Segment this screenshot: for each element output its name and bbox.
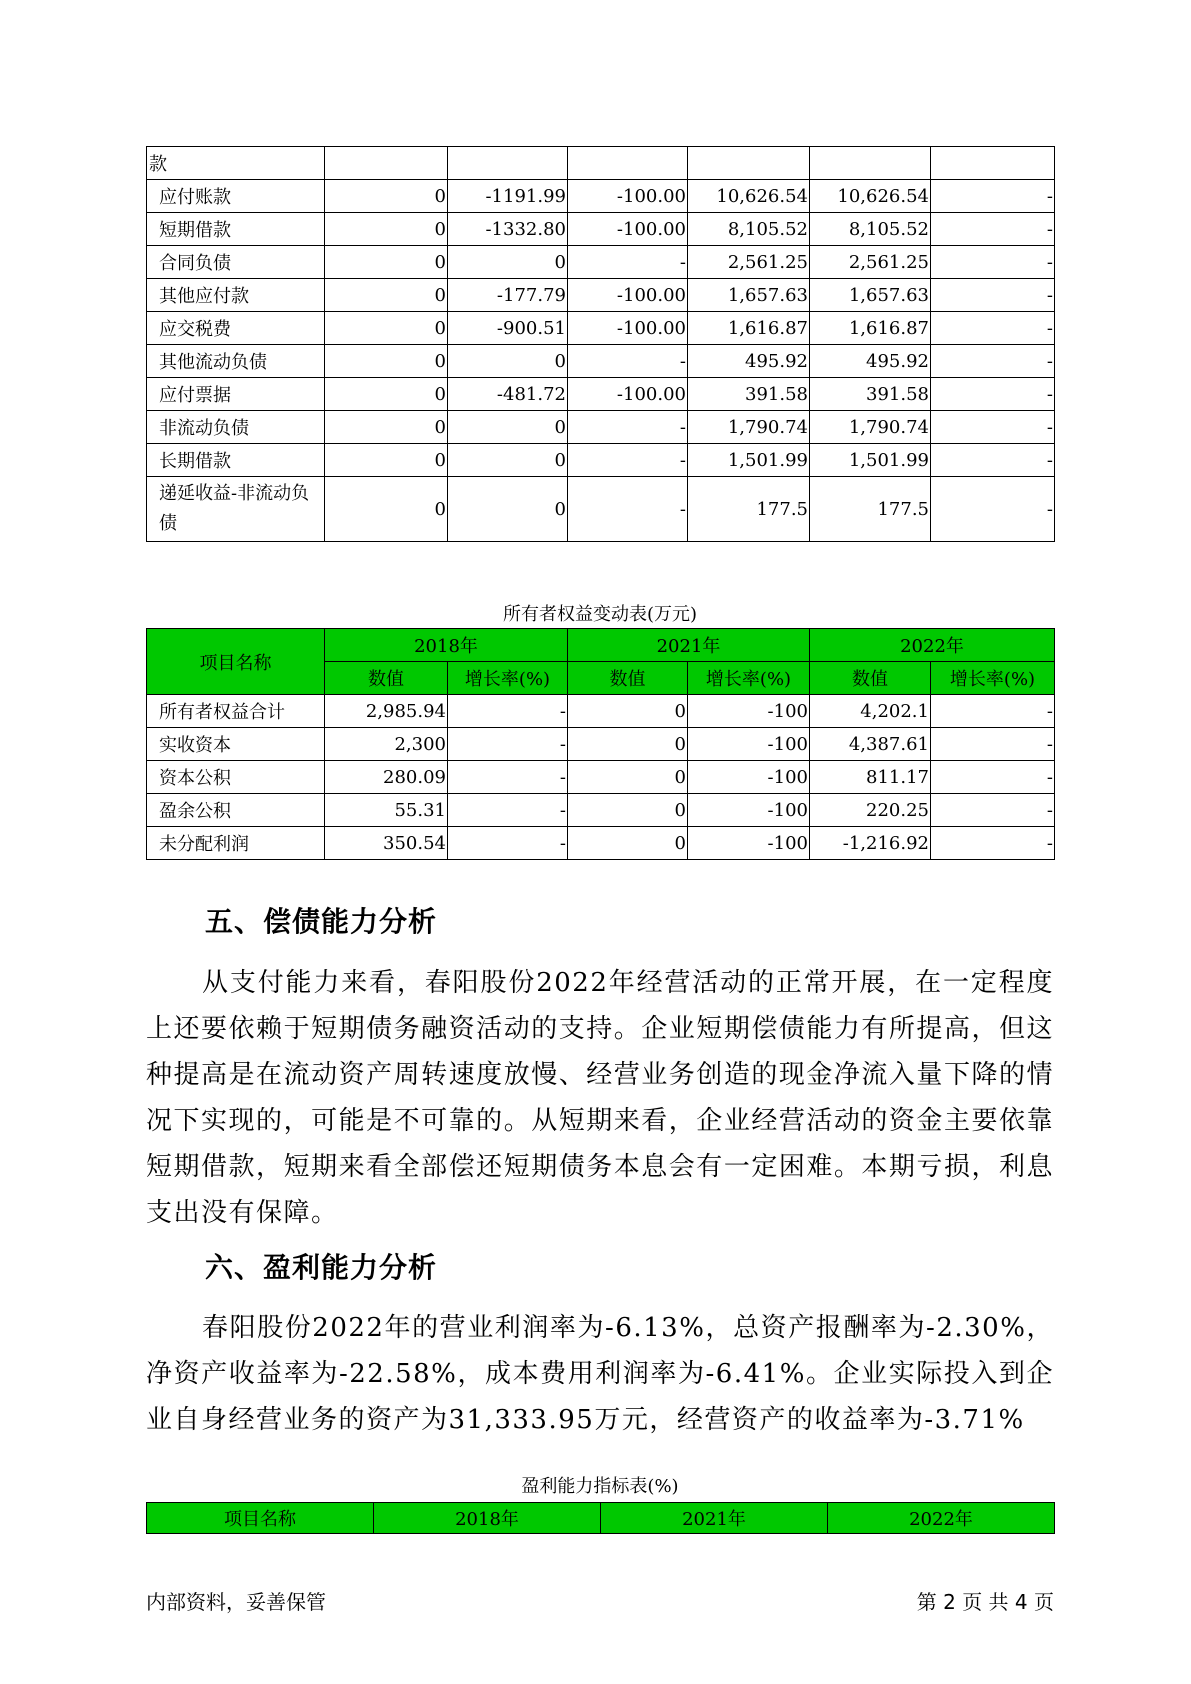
cell-value: 55.31 bbox=[325, 794, 448, 827]
header-value: 数值 bbox=[568, 662, 688, 695]
table-row bbox=[147, 827, 1055, 860]
cell-value: 0 bbox=[325, 213, 448, 246]
cell-value: 391.58 bbox=[688, 378, 810, 411]
cell-value: -177.79 bbox=[448, 279, 568, 312]
cell-value bbox=[810, 147, 931, 180]
cell-value: 10,626.54 bbox=[810, 180, 931, 213]
cell-value: 177.5 bbox=[810, 477, 931, 542]
row-label: 盈余公积 bbox=[147, 794, 325, 827]
cell-value: 0 bbox=[448, 411, 568, 444]
cell-value: 0 bbox=[325, 378, 448, 411]
cell-value: -1191.99 bbox=[448, 180, 568, 213]
section-paragraph-solvency: 从支付能力来看，春阳股份2022年经营活动的正常开展，在一定程度上还要依赖于短期债务融资活动的支持。企业短期偿债能力有所提高，但这种提高是在流动资产周转速度放慢、经营业务创造的现金净流入量下降的情况下实现的，可能是不可靠的。从短期来看，企业经营活动的资金主要依靠短期借款，短期来看全部偿还短期债务本息会有一定困难。本期亏损，利息支出没有保障。 bbox=[146, 968, 1054, 1228]
cell-value: 2,561.25 bbox=[810, 246, 931, 279]
cell-value: - bbox=[568, 411, 688, 444]
row-label: 应交税费 bbox=[147, 312, 325, 345]
cell-value: - bbox=[931, 312, 1055, 345]
row-label: 非流动负债 bbox=[147, 411, 325, 444]
table-row bbox=[147, 312, 1055, 345]
row-label: 应付账款 bbox=[147, 180, 325, 213]
row-label: 其他流动负债 bbox=[147, 345, 325, 378]
header-value: 数值 bbox=[325, 662, 448, 695]
cell-growth: - bbox=[931, 761, 1055, 794]
cell-value: - bbox=[931, 444, 1055, 477]
header-growth: 增长率(%) bbox=[688, 662, 810, 695]
cell-value: 2,300 bbox=[325, 728, 448, 761]
footer-page-number: 第 2 页 共 4 页 bbox=[916, 1590, 1054, 1614]
cell-value: 811.17 bbox=[810, 761, 931, 794]
cell-value: 0 bbox=[568, 827, 688, 860]
cell-value: - bbox=[931, 378, 1055, 411]
cell-value: -100.00 bbox=[568, 378, 688, 411]
cell-growth: - bbox=[448, 827, 568, 860]
cell-growth: - bbox=[448, 794, 568, 827]
cell-growth: -100 bbox=[688, 794, 810, 827]
cell-value: -900.51 bbox=[448, 312, 568, 345]
row-label: 实收资本 bbox=[147, 728, 325, 761]
header-item-name: 项目名称 bbox=[147, 1503, 374, 1534]
header-year: 2021年 bbox=[568, 629, 810, 662]
cell-value: 0 bbox=[568, 728, 688, 761]
row-label: 合同负债 bbox=[147, 246, 325, 279]
cell-value: 0 bbox=[568, 794, 688, 827]
cell-value: - bbox=[931, 411, 1055, 444]
header-growth: 增长率(%) bbox=[931, 662, 1055, 695]
liabilities-table bbox=[146, 146, 1055, 542]
table-row bbox=[147, 246, 1055, 279]
table-row bbox=[147, 213, 1055, 246]
cell-value: 0 bbox=[568, 761, 688, 794]
cell-value: - bbox=[931, 345, 1055, 378]
cell-value bbox=[568, 147, 688, 180]
cell-growth: - bbox=[931, 794, 1055, 827]
cell-value: 0 bbox=[325, 180, 448, 213]
equity-table-caption: 所有者权益变动表(万元) bbox=[502, 604, 698, 625]
cell-value: 2,561.25 bbox=[688, 246, 810, 279]
cell-value: 2,985.94 bbox=[325, 695, 448, 728]
cell-value: 0 bbox=[448, 246, 568, 279]
cell-value: - bbox=[931, 213, 1055, 246]
table-row bbox=[147, 411, 1055, 444]
row-label: 未分配利润 bbox=[147, 827, 325, 860]
table-row bbox=[147, 180, 1055, 213]
equity-table bbox=[146, 628, 1055, 860]
header-year: 2022年 bbox=[828, 1503, 1055, 1534]
cell-value: 1,790.74 bbox=[688, 411, 810, 444]
cell-growth: -100 bbox=[688, 695, 810, 728]
cell-value: 0 bbox=[325, 312, 448, 345]
row-label: 应付票据 bbox=[147, 378, 325, 411]
cell-value: 495.92 bbox=[688, 345, 810, 378]
cell-value: 1,616.87 bbox=[688, 312, 810, 345]
cell-value: 4,202.1 bbox=[810, 695, 931, 728]
row-label: 长期借款 bbox=[147, 444, 325, 477]
cell-value bbox=[688, 147, 810, 180]
cell-growth: - bbox=[448, 761, 568, 794]
cell-value: - bbox=[568, 345, 688, 378]
row-label: 资本公积 bbox=[147, 761, 325, 794]
profit-table bbox=[146, 1502, 1055, 1534]
cell-value: 1,501.99 bbox=[688, 444, 810, 477]
table-row bbox=[147, 728, 1055, 761]
cell-value: - bbox=[931, 180, 1055, 213]
cell-value: 177.5 bbox=[688, 477, 810, 542]
cell-value: 495.92 bbox=[810, 345, 931, 378]
cell-value: 0 bbox=[325, 279, 448, 312]
cell-growth: - bbox=[931, 728, 1055, 761]
table-row bbox=[147, 477, 1055, 542]
cell-value: 10,626.54 bbox=[688, 180, 810, 213]
cell-value: -100.00 bbox=[568, 213, 688, 246]
table-row bbox=[147, 761, 1055, 794]
cell-value: 1,657.63 bbox=[810, 279, 931, 312]
cell-value bbox=[325, 147, 448, 180]
cell-value bbox=[931, 147, 1055, 180]
cell-value: - bbox=[568, 444, 688, 477]
cell-value: 1,790.74 bbox=[810, 411, 931, 444]
cell-value: 0 bbox=[568, 695, 688, 728]
cell-value: -100.00 bbox=[568, 312, 688, 345]
cell-value: 0 bbox=[448, 345, 568, 378]
table-row bbox=[147, 147, 1055, 180]
cell-value: 0 bbox=[325, 411, 448, 444]
cell-value: 8,105.52 bbox=[688, 213, 810, 246]
cell-value: 0 bbox=[325, 246, 448, 279]
row-label: 递延收益-非流动负债 bbox=[147, 477, 325, 542]
row-label: 款 bbox=[147, 147, 325, 180]
cell-value: 0 bbox=[325, 444, 448, 477]
cell-value: -481.72 bbox=[448, 378, 568, 411]
cell-value: 220.25 bbox=[810, 794, 931, 827]
cell-value: - bbox=[568, 477, 688, 542]
row-label: 短期借款 bbox=[147, 213, 325, 246]
header-year: 2022年 bbox=[810, 629, 1055, 662]
cell-value: 0 bbox=[448, 444, 568, 477]
cell-value: 391.58 bbox=[810, 378, 931, 411]
cell-growth: - bbox=[448, 695, 568, 728]
cell-growth: -100 bbox=[688, 827, 810, 860]
cell-value: -100.00 bbox=[568, 180, 688, 213]
header-year: 2021年 bbox=[601, 1503, 828, 1534]
cell-growth: - bbox=[931, 695, 1055, 728]
row-label: 其他应付款 bbox=[147, 279, 325, 312]
header-year: 2018年 bbox=[325, 629, 568, 662]
table-row bbox=[147, 695, 1055, 728]
section-heading-solvency: 五、偿债能力分析 bbox=[205, 905, 438, 938]
header-item-name: 项目名称 bbox=[147, 629, 325, 695]
cell-value: -100.00 bbox=[568, 279, 688, 312]
header-year: 2018年 bbox=[374, 1503, 601, 1534]
cell-value: 4,387.61 bbox=[810, 728, 931, 761]
cell-value bbox=[448, 147, 568, 180]
cell-value: 0 bbox=[325, 345, 448, 378]
cell-growth: -100 bbox=[688, 728, 810, 761]
cell-value: 280.09 bbox=[325, 761, 448, 794]
cell-value: - bbox=[931, 246, 1055, 279]
cell-growth: - bbox=[448, 728, 568, 761]
table-row bbox=[147, 378, 1055, 411]
table-row bbox=[147, 444, 1055, 477]
profit-table-caption: 盈利能力指标表(%) bbox=[521, 1476, 679, 1497]
cell-value: - bbox=[931, 477, 1055, 542]
table-row bbox=[147, 794, 1055, 827]
cell-value: 350.54 bbox=[325, 827, 448, 860]
cell-value: 0 bbox=[448, 477, 568, 542]
row-label: 所有者权益合计 bbox=[147, 695, 325, 728]
table-row bbox=[147, 345, 1055, 378]
cell-value: 0 bbox=[325, 477, 448, 542]
cell-growth: -100 bbox=[688, 761, 810, 794]
cell-value: 1,657.63 bbox=[688, 279, 810, 312]
cell-value: - bbox=[931, 279, 1055, 312]
section-paragraph-profitability: 春阳股份2022年的营业利润率为-6.13%，总资产报酬率为-2.30%，净资产收益率为-22.58%，成本费用利润率为-6.41%。企业实际投入到企业自身经营业务的资产为31,333.95万元，经营资产的收益率为-3.71% bbox=[146, 1313, 1054, 1435]
table-row bbox=[147, 279, 1055, 312]
cell-value: - bbox=[568, 246, 688, 279]
cell-value: 1,616.87 bbox=[810, 312, 931, 345]
cell-growth: - bbox=[931, 827, 1055, 860]
cell-value: 1,501.99 bbox=[810, 444, 931, 477]
cell-value: 8,105.52 bbox=[810, 213, 931, 246]
cell-value: -1332.80 bbox=[448, 213, 568, 246]
footer-confidential-note: 内部资料，妥善保管 bbox=[146, 1590, 326, 1614]
cell-value: -1,216.92 bbox=[810, 827, 931, 860]
header-growth: 增长率(%) bbox=[448, 662, 568, 695]
header-value: 数值 bbox=[810, 662, 931, 695]
section-heading-profitability: 六、盈利能力分析 bbox=[205, 1251, 438, 1284]
